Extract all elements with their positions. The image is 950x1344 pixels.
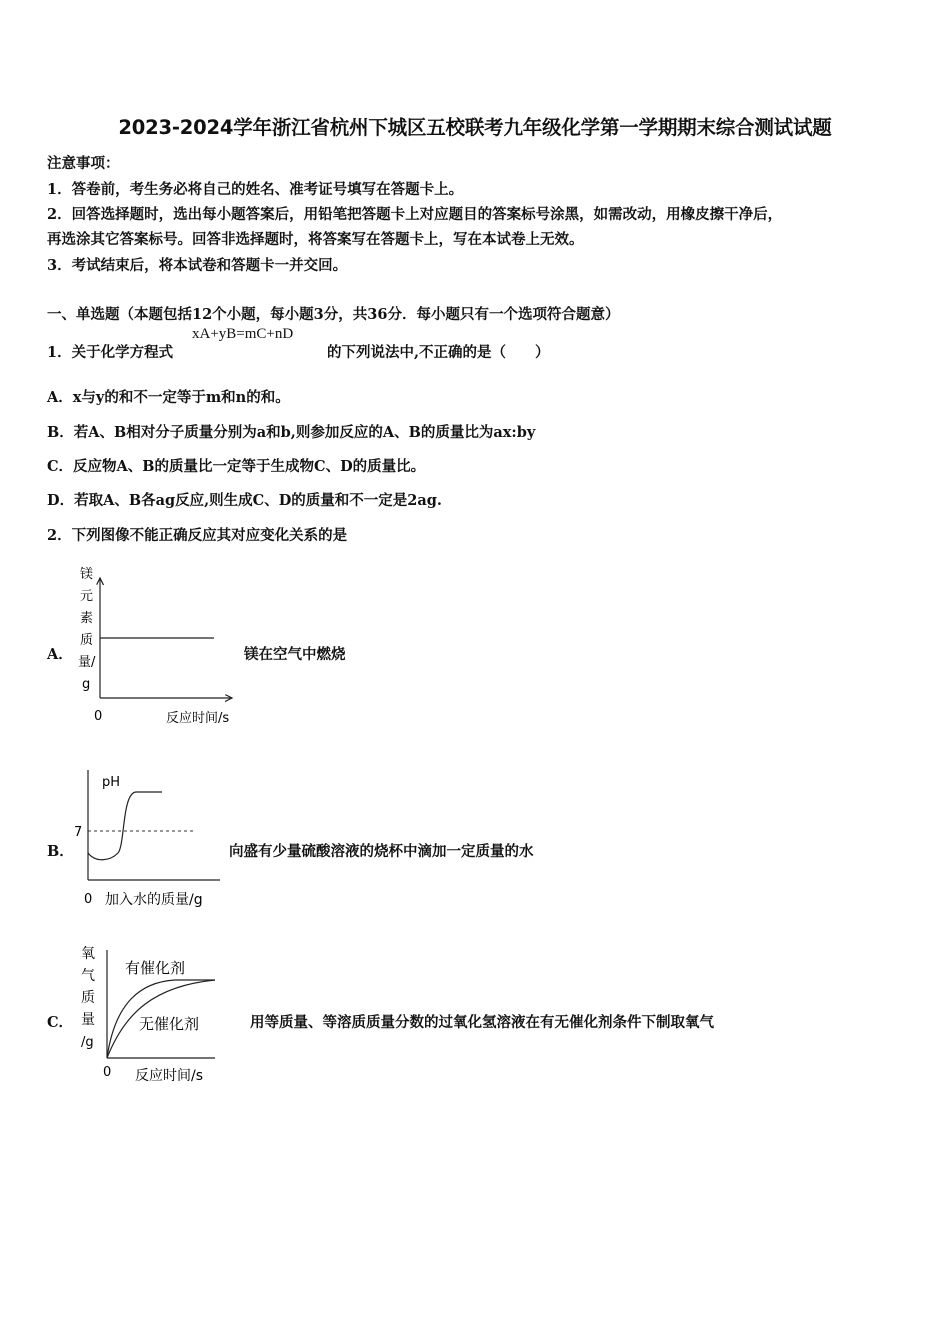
x-axis-label: 加入水的质量/g	[105, 892, 203, 908]
q2-option-c-label: C．	[47, 1014, 74, 1031]
ph-curve	[88, 792, 162, 860]
q2-option-a-caption: 镁在空气中燃烧	[244, 646, 346, 663]
y-label-char: /g	[81, 1035, 94, 1050]
note-item: 再选涂其它答案标号。回答非选择题时，将答案写在答题卡上，写在本试卷上无效。	[47, 231, 584, 248]
note-item: 2．回答选择题时，选出每小题答案后，用铅笔把答题卡上对应题目的答案标号涂黑，如需改动，用橡皮擦干净后，	[47, 206, 783, 223]
y-label-char: 氧	[81, 946, 95, 962]
y-tick-label: 7	[74, 825, 83, 840]
y-label-char: 质	[80, 633, 94, 648]
y-label-char: 质	[81, 990, 95, 1006]
curve-label-catalyst: 有催化剂	[125, 959, 186, 977]
question-1-tail: 的下列说法中,不正确的是（ ）	[327, 344, 550, 361]
notes-heading: 注意事项：	[47, 155, 120, 172]
y-label-char: 量	[81, 1012, 95, 1028]
x-axis-label: 反应时间/s	[135, 1068, 204, 1084]
q1-option-d: D．若取A、B各ag反应,则生成C、D的质量和不一定是2ag.	[47, 492, 442, 509]
q2-option-c-caption: 用等质量、等溶质质量分数的过氧化氢溶液在有无催化剂条件下制取氧气	[250, 1014, 714, 1031]
q1-option-c: C．反应物A、B的质量比一定等于生成物C、D的质量比。	[47, 458, 426, 475]
graph-b	[70, 765, 230, 915]
q2-option-b-caption: 向盛有少量硫酸溶液的烧杯中滴加一定质量的水	[229, 843, 534, 860]
q2-option-a-label: A．	[47, 646, 73, 663]
q1-option-b: B．若A、B相对分子质量分别为a和b,则参加反应的A、B的质量比为ax:by	[47, 424, 536, 441]
graph-c	[75, 942, 235, 1090]
y-label-char: g	[82, 677, 91, 692]
origin-label: 0	[94, 709, 103, 724]
q2-option-b-label: B．	[47, 843, 74, 860]
y-label-char: 气	[81, 968, 95, 984]
y-label-char: 元	[80, 589, 94, 604]
page-title: 2023-2024学年浙江省杭州下城区五校联考九年级化学第一学期期末综合测试试题	[118, 116, 832, 139]
origin-label: 0	[84, 892, 93, 907]
question-1-lead: 1．关于化学方程式	[47, 344, 174, 361]
y-label-char: 量/	[78, 655, 96, 670]
section-heading: 一、单选题（本题包括12个小题，每小题3分，共36分．每小题只有一个选项符合题意）	[47, 306, 620, 323]
graph-a	[70, 560, 260, 730]
origin-label: 0	[103, 1065, 112, 1080]
note-item: 3．考试结束后，将本试卷和答题卡一并交回。	[47, 257, 348, 274]
y-label-char: 镁	[80, 567, 94, 582]
x-axis-label: 反应时间/s	[166, 711, 230, 726]
q1-option-a: A．x与y的和不一定等于m和n的和。	[47, 389, 290, 406]
note-item: 1．答卷前，考生务必将自己的姓名、准考证号填写在答题卡上。	[47, 181, 464, 198]
y-axis-label: pH	[102, 775, 121, 790]
question-2-stem: 2．下列图像不能正确反应其对应变化关系的是	[47, 527, 348, 544]
chemical-equation: xA+yB=mC+nD	[192, 326, 294, 342]
curve-label-no-catalyst: 无催化剂	[139, 1015, 200, 1033]
y-label-char: 素	[80, 611, 94, 626]
